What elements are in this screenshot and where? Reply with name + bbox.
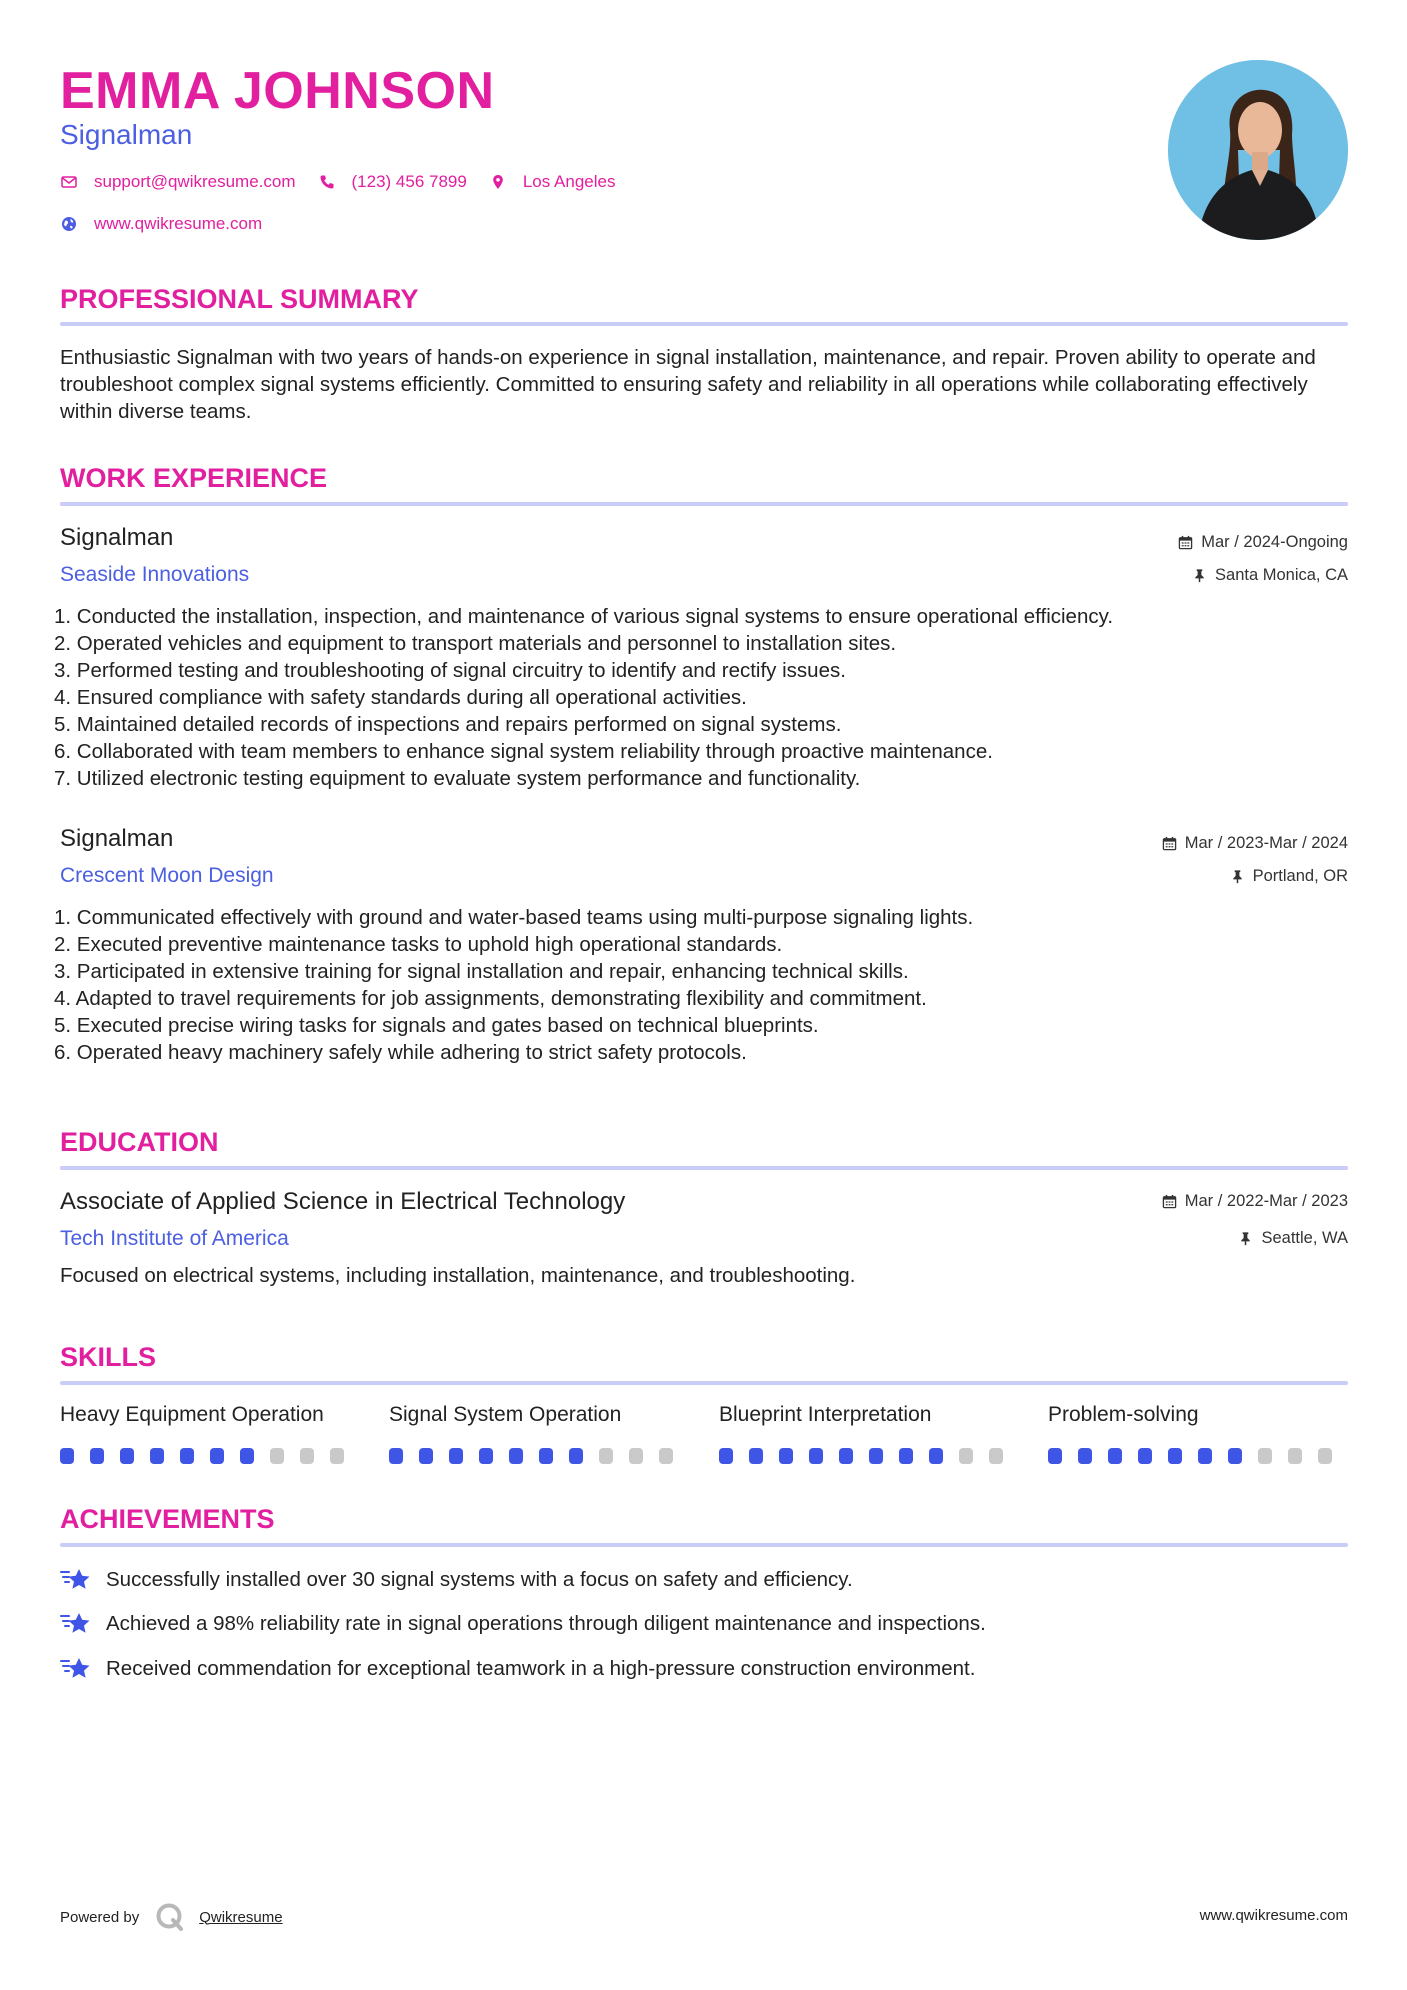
rating-dot-filled xyxy=(449,1448,463,1464)
footer-branding xyxy=(60,1902,283,1932)
rating-dot-filled xyxy=(539,1448,553,1464)
calendar-icon xyxy=(1162,1194,1177,1209)
rating-dot-filled xyxy=(809,1448,823,1464)
rating-dot-filled xyxy=(240,1448,254,1464)
list-item: 1. Conducted the installation, inspection, and maintenance of various signal systems to ensure operational efficiency. xyxy=(54,605,1114,628)
contact-row-website xyxy=(60,214,284,234)
rating-dot-empty xyxy=(1288,1448,1302,1464)
rating-dot-filled xyxy=(899,1448,913,1464)
job-title: Signalman xyxy=(60,825,174,852)
powered-by-label: Powered by xyxy=(60,1908,140,1926)
rating-dot-filled xyxy=(569,1448,583,1464)
rating-dot-empty xyxy=(1258,1448,1272,1464)
list-item: 2. Executed preventive maintenance tasks to uphold high operational standards. xyxy=(54,933,783,956)
rating-dot-filled xyxy=(1168,1448,1182,1464)
section-divider xyxy=(60,1543,1348,1547)
education-description: Focused on electrical systems, including installation, maintenance, and troubleshooting. xyxy=(60,1264,856,1287)
globe-icon xyxy=(60,215,78,233)
job-title: Signalman xyxy=(60,524,174,551)
rating-dot-empty xyxy=(629,1448,643,1464)
skill-rating xyxy=(389,1448,689,1464)
phone-icon xyxy=(318,173,336,191)
rating-dot-filled xyxy=(749,1448,763,1464)
list-item: 1. Communicated effectively with ground and water-based teams using multi-purpose signaling lights. xyxy=(54,906,974,929)
achievement-item: Achieved a 98% reliability rate in signal operations through diligent maintenance and inspections. xyxy=(60,1610,986,1638)
job-location: Santa Monica, CA xyxy=(1192,565,1348,585)
rating-dot-filled xyxy=(1228,1448,1242,1464)
rating-dot-filled xyxy=(210,1448,224,1464)
experience-title: WORK EXPERIENCE xyxy=(60,463,328,493)
rating-dot-filled xyxy=(839,1448,853,1464)
rating-dot-filled xyxy=(60,1448,74,1464)
rating-dot-filled xyxy=(479,1448,493,1464)
rating-dot-filled xyxy=(779,1448,793,1464)
rating-dot-filled xyxy=(150,1448,164,1464)
rating-dot-empty xyxy=(989,1448,1003,1464)
section-divider xyxy=(60,1166,1348,1170)
job-location: Portland, OR xyxy=(1230,866,1348,886)
list-item: 3. Performed testing and troubleshooting of signal circuitry to identify and rectify issues. xyxy=(54,659,846,682)
star-icon xyxy=(60,1566,92,1594)
skill-name: Problem-solving xyxy=(1048,1403,1199,1426)
rating-dot-empty xyxy=(659,1448,673,1464)
list-item: 5. Executed precise wiring tasks for signals and gates based on technical blueprints. xyxy=(54,1014,819,1037)
qwikresume-link[interactable]: Qwikresume xyxy=(199,1908,283,1926)
rating-dot-filled xyxy=(929,1448,943,1464)
envelope-icon xyxy=(60,173,78,191)
rating-dot-filled xyxy=(1048,1448,1062,1464)
candidate-role: Signalman xyxy=(60,119,193,150)
rating-dot-filled xyxy=(419,1448,433,1464)
phone-link[interactable]: (123) 456 7899 xyxy=(351,172,467,191)
job-company: Crescent Moon Design xyxy=(60,864,274,887)
rating-dot-empty xyxy=(599,1448,613,1464)
rating-dot-empty xyxy=(300,1448,314,1464)
section-divider xyxy=(60,502,1348,506)
rating-dot-filled xyxy=(90,1448,104,1464)
job-responsibilities xyxy=(54,904,1344,1066)
degree-title: Associate of Applied Science in Electrical Technology xyxy=(60,1188,626,1215)
rating-dot-filled xyxy=(1138,1448,1152,1464)
rating-dot-filled xyxy=(509,1448,523,1464)
rating-dot-filled xyxy=(1108,1448,1122,1464)
location-text: Los Angeles xyxy=(522,172,616,191)
rating-dot-empty xyxy=(1318,1448,1332,1464)
website-link[interactable]: www.qwikresume.com xyxy=(94,214,263,233)
job-company: Seaside Innovations xyxy=(60,563,250,586)
list-item: 7. Utilized electronic testing equipment to evaluate system performance and functionality. xyxy=(54,767,861,790)
skill-name: Blueprint Interpretation xyxy=(719,1403,932,1426)
map-pin-icon xyxy=(489,173,507,191)
pushpin-icon xyxy=(1230,869,1245,884)
education-location: Seattle, WA xyxy=(1238,1228,1348,1248)
footer-website-link[interactable]: www.qwikresume.com xyxy=(1199,1907,1348,1924)
job-responsibilities xyxy=(54,603,1344,792)
achievement-item: Successfully installed over 30 signal systems with a focus on safety and efficiency. xyxy=(60,1566,853,1594)
rating-dot-filled xyxy=(120,1448,134,1464)
skill-name: Signal System Operation xyxy=(389,1403,622,1426)
list-item: 3. Participated in extensive training for signal installation and repair, enhancing technical skills. xyxy=(54,960,909,983)
rating-dot-empty xyxy=(330,1448,344,1464)
rating-dot-filled xyxy=(869,1448,883,1464)
skill-item xyxy=(1048,1402,1348,1464)
skill-rating xyxy=(719,1448,1019,1464)
contact-row xyxy=(60,172,637,192)
calendar-icon xyxy=(1178,535,1193,550)
rating-dot-empty xyxy=(959,1448,973,1464)
list-item: 5. Maintained detailed records of inspections and repairs performed on signal systems. xyxy=(54,713,842,736)
skill-name: Heavy Equipment Operation xyxy=(60,1403,324,1426)
section-divider xyxy=(60,1381,1348,1385)
skill-item xyxy=(60,1402,360,1464)
list-item: 4. Ensured compliance with safety standards during all operational activities. xyxy=(54,686,747,709)
education-dates: Mar / 2022-Mar / 2023 xyxy=(1162,1191,1348,1211)
list-item: 2. Operated vehicles and equipment to transport materials and personnel to installation sites. xyxy=(54,632,897,655)
achievements-title: ACHIEVEMENTS xyxy=(60,1504,275,1534)
rating-dot-filled xyxy=(389,1448,403,1464)
rating-dot-filled xyxy=(1078,1448,1092,1464)
list-item: 6. Collaborated with team members to enhance signal system reliability through proactive maintenance. xyxy=(54,740,993,763)
rating-dot-filled xyxy=(1198,1448,1212,1464)
school-name: Tech Institute of America xyxy=(60,1227,289,1250)
job-dates: Mar / 2023-Mar / 2024 xyxy=(1162,833,1348,853)
skill-rating xyxy=(60,1448,360,1464)
email-link[interactable]: support@qwikresume.com xyxy=(94,172,296,191)
skill-rating xyxy=(1048,1448,1348,1464)
list-item: 6. Operated heavy machinery safely while adhering to strict safety protocols. xyxy=(54,1041,747,1064)
achievement-item: Received commendation for exceptional teamwork in a high-pressure construction environment. xyxy=(60,1655,975,1683)
profile-photo xyxy=(1168,60,1348,240)
qwikresume-logo-icon xyxy=(155,1902,185,1932)
summary-text: Enthusiastic Signalman with two years of hands-on experience in signal installation, maintenance, and repair. Proven ability to operate and troubleshoot complex signal systems efficiently. Committed to ensuring safety and reliability in all operations while collaborating effectively within diverse teams. xyxy=(60,346,1316,423)
star-icon xyxy=(60,1610,92,1638)
section-divider xyxy=(60,322,1348,326)
rating-dot-filled xyxy=(180,1448,194,1464)
list-item: 4. Adapted to travel requirements for job assignments, demonstrating flexibility and commitment. xyxy=(54,987,927,1010)
rating-dot-filled xyxy=(719,1448,733,1464)
star-icon xyxy=(60,1655,92,1683)
pushpin-icon xyxy=(1192,568,1207,583)
job-dates: Mar / 2024-Ongoing xyxy=(1178,532,1348,552)
candidate-name: EMMA JOHNSON xyxy=(60,62,495,120)
education-title: EDUCATION xyxy=(60,1127,219,1157)
rating-dot-empty xyxy=(270,1448,284,1464)
summary-title: PROFESSIONAL SUMMARY xyxy=(60,284,419,314)
pushpin-icon xyxy=(1238,1231,1253,1246)
skills-title: SKILLS xyxy=(60,1342,157,1372)
calendar-icon xyxy=(1162,836,1177,851)
skill-item xyxy=(389,1402,689,1464)
skill-item xyxy=(719,1402,1019,1464)
